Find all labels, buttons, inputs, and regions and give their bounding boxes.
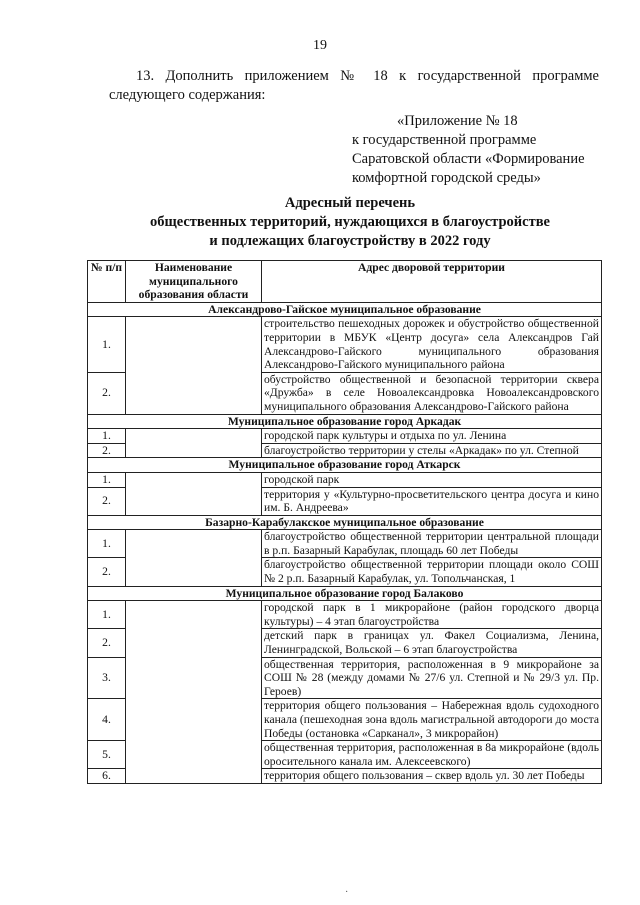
section-row bbox=[88, 414, 602, 429]
row-number: 3. bbox=[88, 657, 126, 699]
row-address: общественная территория, расположенная в 8а микрорайоне (вдоль оросительного канала им. Алексеевского) bbox=[262, 741, 602, 769]
row-number: 2. bbox=[88, 443, 126, 458]
header-municipality: Наименование муниципального образования области bbox=[126, 261, 262, 303]
row-number: 2. bbox=[88, 558, 126, 586]
row-address: территория общего пользования – сквер вдоль ул. 30 лет Победы bbox=[262, 769, 602, 784]
municipality-cell bbox=[126, 601, 262, 784]
row-address: благоустройство общественной территории центральной площади в р.п. Базарный Карабулак, площадь 60 лет Победы bbox=[262, 530, 602, 558]
row-address: детский парк в границах ул. Факел Социализма, Ленина, Ленинградской, Вольской – 6 этап благоустройства bbox=[262, 629, 602, 657]
section-row bbox=[88, 458, 602, 473]
header-address: Адрес дворовой территории bbox=[262, 261, 602, 303]
municipality-cell bbox=[126, 530, 262, 586]
row-number: 6. bbox=[88, 769, 126, 784]
municipality-cell bbox=[126, 317, 262, 414]
intro-line-1: 13. Дополнить приложением № 18 к государственной программе bbox=[136, 68, 599, 84]
appendix-header bbox=[352, 112, 612, 188]
title-line-1: Адресный перечень bbox=[284, 195, 416, 211]
table-row bbox=[88, 472, 602, 487]
section-title: Муниципальное образование город Аткарск bbox=[88, 458, 602, 473]
appendix-line-1: «Приложение № 18 bbox=[397, 113, 518, 129]
title-line-2: общественных территорий, нуждающихся в благоустройстве bbox=[150, 214, 550, 230]
section-row bbox=[88, 302, 602, 317]
table-row bbox=[88, 530, 602, 558]
intro-paragraph bbox=[109, 67, 599, 105]
municipality-cell bbox=[126, 472, 262, 515]
row-address: благоустройство общественной территории площади около СОШ № 2 р.п. Базарный Карабулак, ул. Топольчанская, 1 bbox=[262, 558, 602, 586]
intro-line-2: следующего содержания: bbox=[109, 87, 266, 103]
page-number: 19 bbox=[313, 38, 327, 53]
header-number: № п/п bbox=[88, 261, 126, 303]
municipality-cell bbox=[126, 429, 262, 458]
row-number: 5. bbox=[88, 741, 126, 769]
table-row bbox=[88, 317, 602, 372]
row-number: 2. bbox=[88, 372, 126, 414]
appendix-line-3: Саратовской области «Формирование bbox=[352, 151, 585, 167]
row-address: благоустройство территории у стелы «Аркадак» по ул. Степной bbox=[262, 443, 602, 458]
row-number: 2. bbox=[88, 487, 126, 515]
table-row bbox=[88, 601, 602, 629]
table-row bbox=[88, 429, 602, 444]
row-number: 4. bbox=[88, 699, 126, 741]
row-address: территория общего пользования – Набережная вдоль судоходного канала (пешеходная зона вдоль магистральной автодороги до моста Победы (остановка «Сарканал», 3 микрорайон) bbox=[262, 699, 602, 741]
section-row bbox=[88, 515, 602, 530]
appendix-line-2: к государственной программе bbox=[352, 132, 537, 148]
section-row bbox=[88, 586, 602, 601]
section-title: Муниципальное образование город Аркадак bbox=[88, 414, 602, 429]
row-number: 1. bbox=[88, 601, 126, 629]
row-address: обустройство общественной и безопасной территории сквера «Дружба» в селе Новоалександровка Новоалександровского муниципального образования Александрово-Гайского района bbox=[262, 372, 602, 414]
title-line-3: и подлежащих благоустройству в 2022 году bbox=[209, 233, 491, 249]
row-number: 2. bbox=[88, 629, 126, 657]
section-title: Муниципальное образование город Балаково bbox=[88, 586, 602, 601]
document-title bbox=[100, 194, 600, 251]
row-address: городской парк в 1 микрорайоне (район городского дворца культуры) – 4 этап благоустройства bbox=[262, 601, 602, 629]
row-address: городской парк bbox=[262, 472, 602, 487]
appendix-line-4: комфортной городской среды» bbox=[352, 170, 541, 186]
address-table bbox=[87, 260, 602, 784]
section-title: Александрово-Гайское муниципальное образование bbox=[88, 302, 602, 317]
section-title: Базарно-Карабулакское муниципальное образование bbox=[88, 515, 602, 530]
scan-dot: · bbox=[345, 887, 349, 898]
row-number: 1. bbox=[88, 472, 126, 487]
row-address: территория у «Культурно-просветительского центра досуга и кино им. Б. Андреева» bbox=[262, 487, 602, 515]
row-number: 1. bbox=[88, 530, 126, 558]
table-header-row bbox=[88, 261, 602, 303]
row-number: 1. bbox=[88, 317, 126, 372]
row-address: общественная территория, расположенная в 9 микрорайоне за СОШ № 28 (между домами № 27/6 ул. Степной и № 29/3 ул. Пр. Героев) bbox=[262, 657, 602, 699]
row-number: 1. bbox=[88, 429, 126, 444]
row-address: строительство пешеходных дорожек и обустройство общественной территории в МБУК «Центр досуга» села Александров Гай Александрово-Гайского муниципального образования Александрово-Гайского муниципального района bbox=[262, 317, 602, 372]
row-address: городской парк культуры и отдыха по ул. Ленина bbox=[262, 429, 602, 444]
